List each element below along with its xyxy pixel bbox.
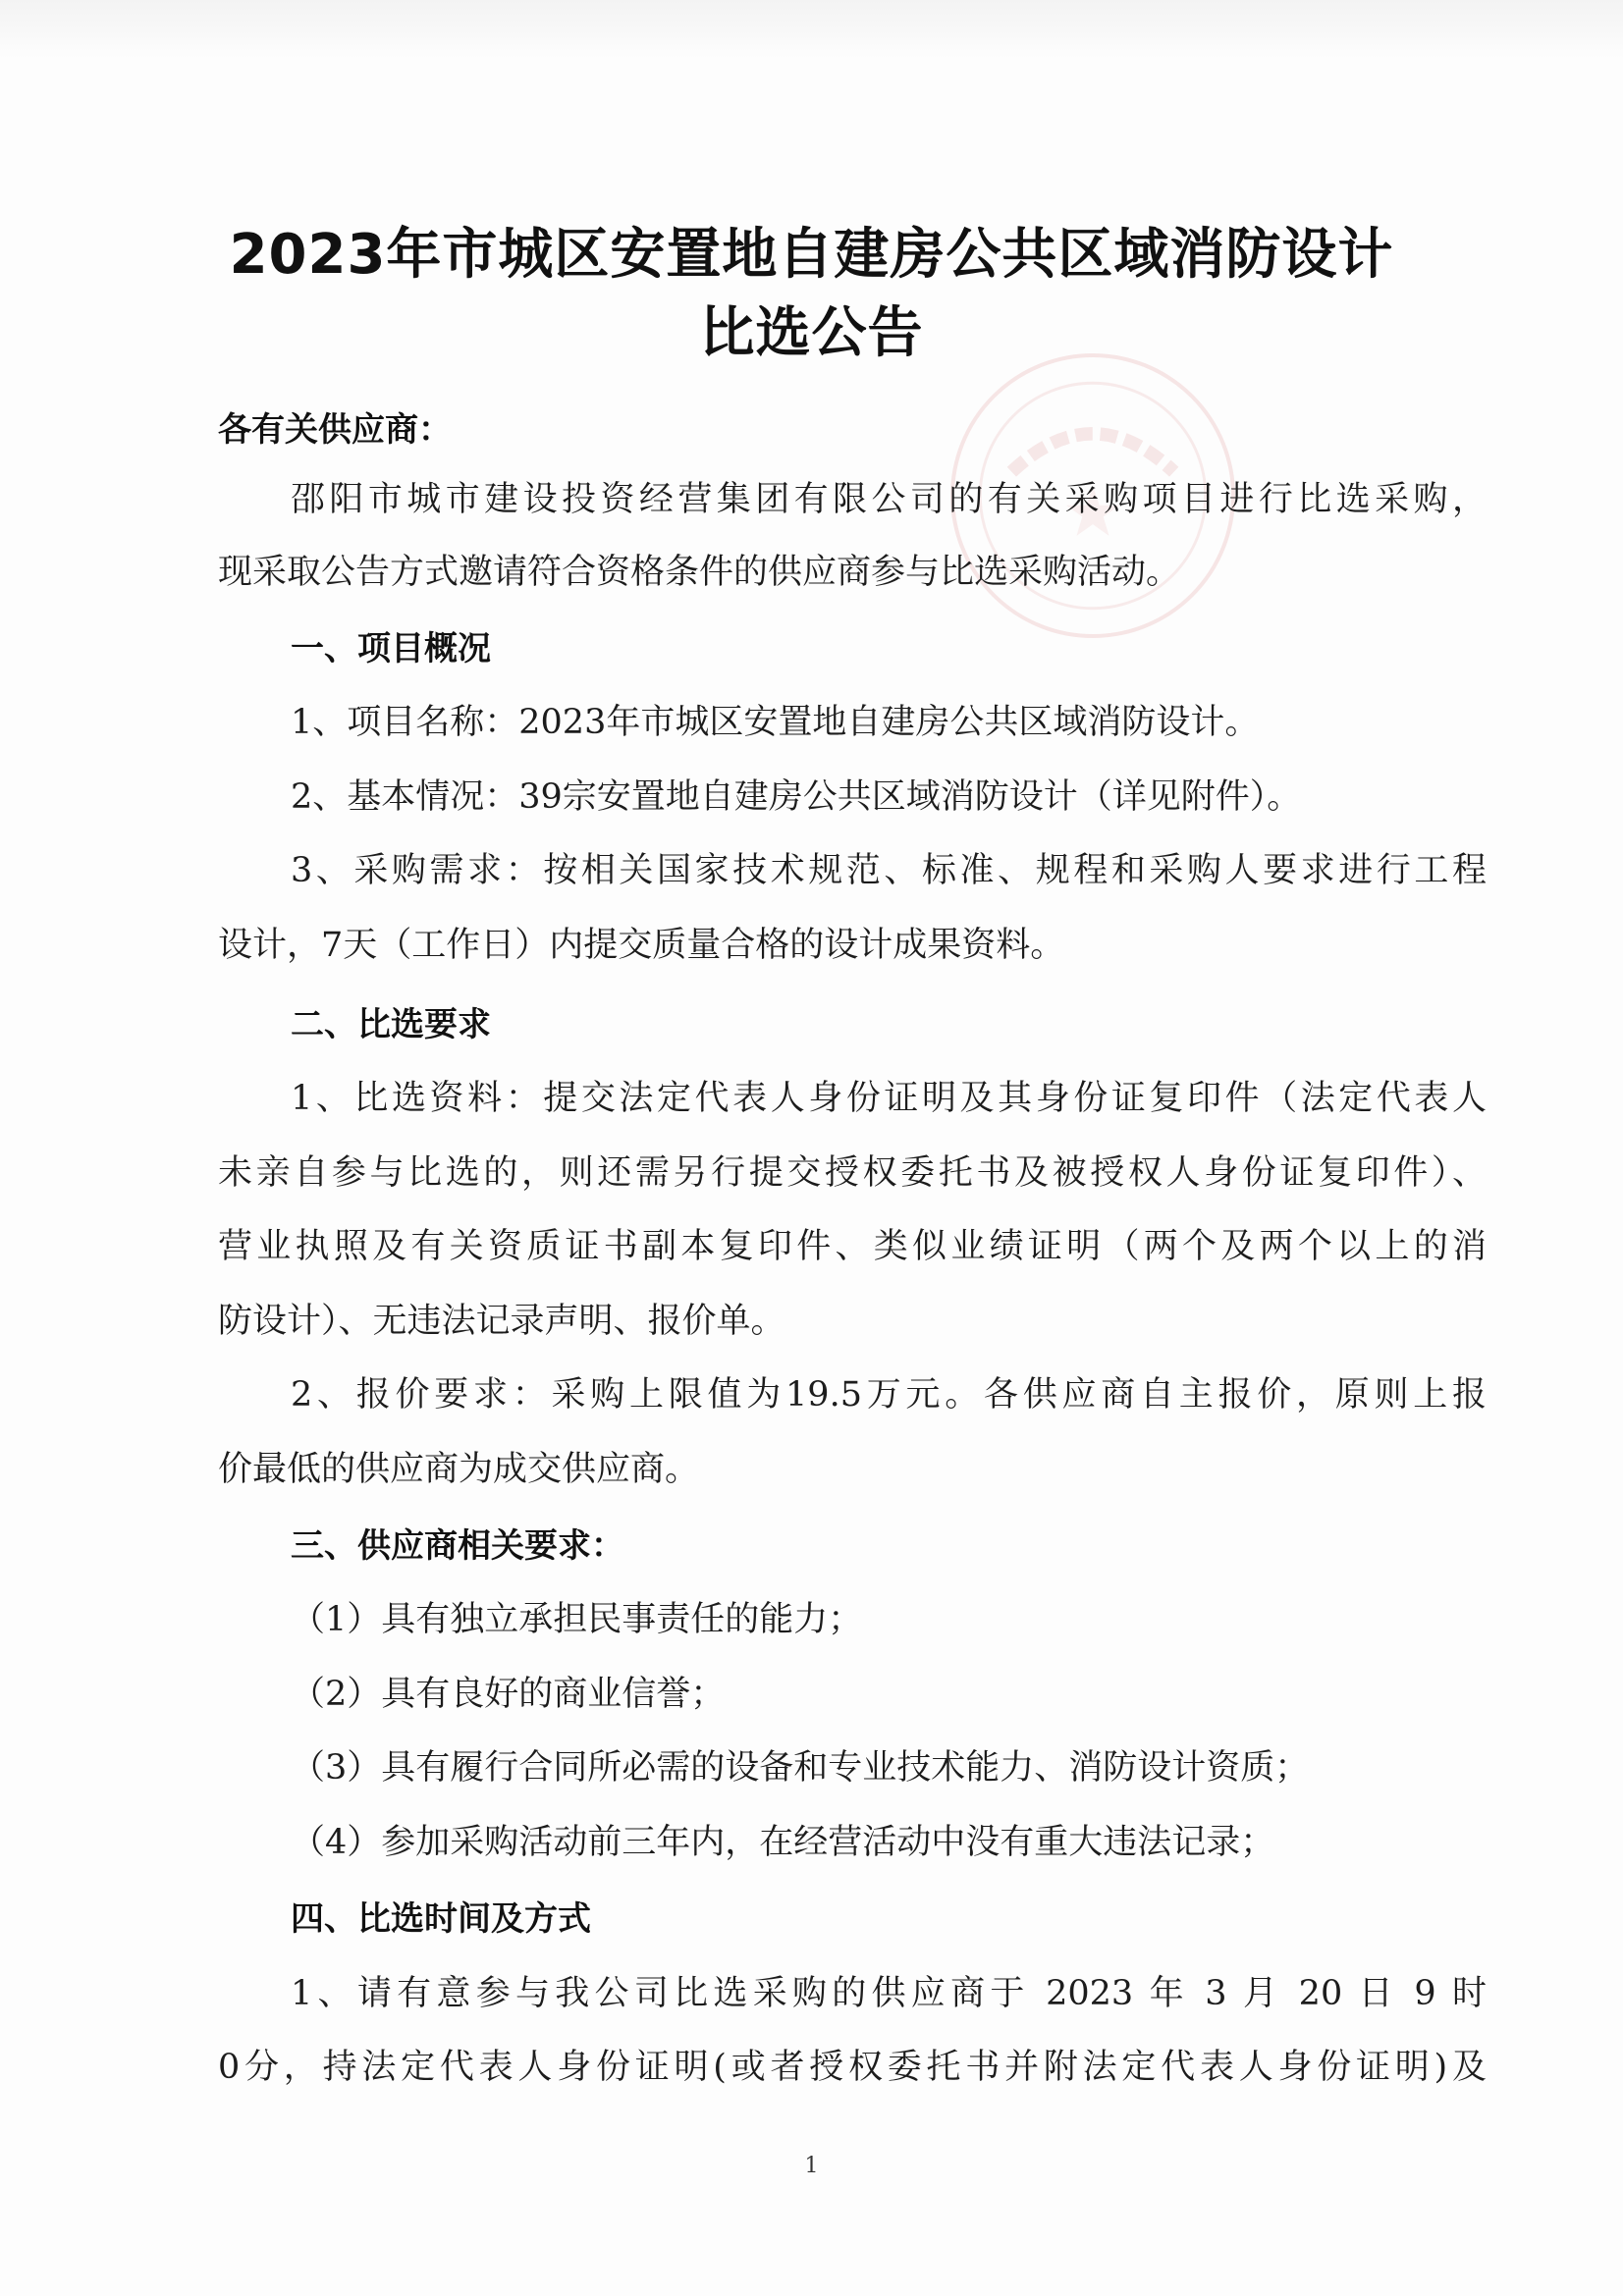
scan-shadow [0, 0, 1623, 59]
document-title-line1: 2023年市城区安置地自建房公共区域消防设计 [229, 223, 1394, 287]
section4-heading: 四、比选时间及方式 [291, 1899, 591, 1939]
section2-item1-line1: 1、比选资料：提交法定代表人身份证明及其身份证复印件（法定代表人 [291, 1079, 1487, 1118]
section3-heading: 三、供应商相关要求： [291, 1526, 624, 1566]
section2-item1-line4: 防设计）、无违法记录声明、报价单。 [218, 1302, 785, 1341]
section2-heading: 二、比选要求 [291, 1005, 491, 1044]
section2-item1-line2: 未亲自参与比选的，则还需另行提交授权委托书及被授权人身份证复印件）、 [218, 1153, 1487, 1193]
section1-item3-line1: 3、采购需求：按相关国家技术规范、标准、规程和采购人要求进行工程 [291, 851, 1487, 890]
section1-heading: 一、项目概况 [291, 629, 491, 668]
section3-requirement3: （3）具有履行合同所必需的设备和专业技术能力、消防设计资质； [291, 1748, 1310, 1788]
salutation: 各有关供应商： [218, 410, 452, 450]
section3-requirement4: （4）参加采购活动前三年内，在经营活动中没有重大违法记录； [291, 1823, 1275, 1862]
section2-item2-line2: 价最低的供应商为成交供应商。 [218, 1450, 700, 1489]
section3-requirement1: （1）具有独立承担民事责任的能力； [291, 1600, 863, 1639]
page-number: 1 [804, 2154, 819, 2178]
section2-item1-line3: 营业执照及有关资质证书副本复印件、类似业绩证明（两个及两个以上的消 [218, 1227, 1487, 1266]
intro-paragraph-line2: 现采取公告方式邀请符合资格条件的供应商参与比选采购活动。 [218, 553, 1181, 592]
intro-paragraph-line1: 邵阳市城市建设投资经营集团有限公司的有关采购项目进行比选采购， [291, 480, 1487, 519]
section3-requirement2: （2）具有良好的商业信誉； [291, 1675, 726, 1714]
section4-item1-line2: 0分，持法定代表人身份证明(或者授权委托书并附法定代表人身份证明)及 [218, 2048, 1487, 2087]
section1-item1: 1、项目名称：2023年市城区安置地自建房公共区域消防设计。 [291, 703, 1260, 742]
section4-item1-line1: 1、请有意参与我公司比选采购的供应商于 2023 年 3 月 20 日 9 时 [291, 1974, 1487, 2013]
section2-item2-line1: 2、报价要求：采购上限值为19.5万元。各供应商自主报价，原则上报 [291, 1375, 1487, 1415]
section1-item3-line2: 设计，7天（工作日）内提交质量合格的设计成果资料。 [218, 926, 1065, 965]
document-title-line2: 比选公告 [699, 301, 924, 365]
section1-item2: 2、基本情况：39宗安置地自建房公共区域消防设计（详见附件）。 [291, 777, 1302, 817]
